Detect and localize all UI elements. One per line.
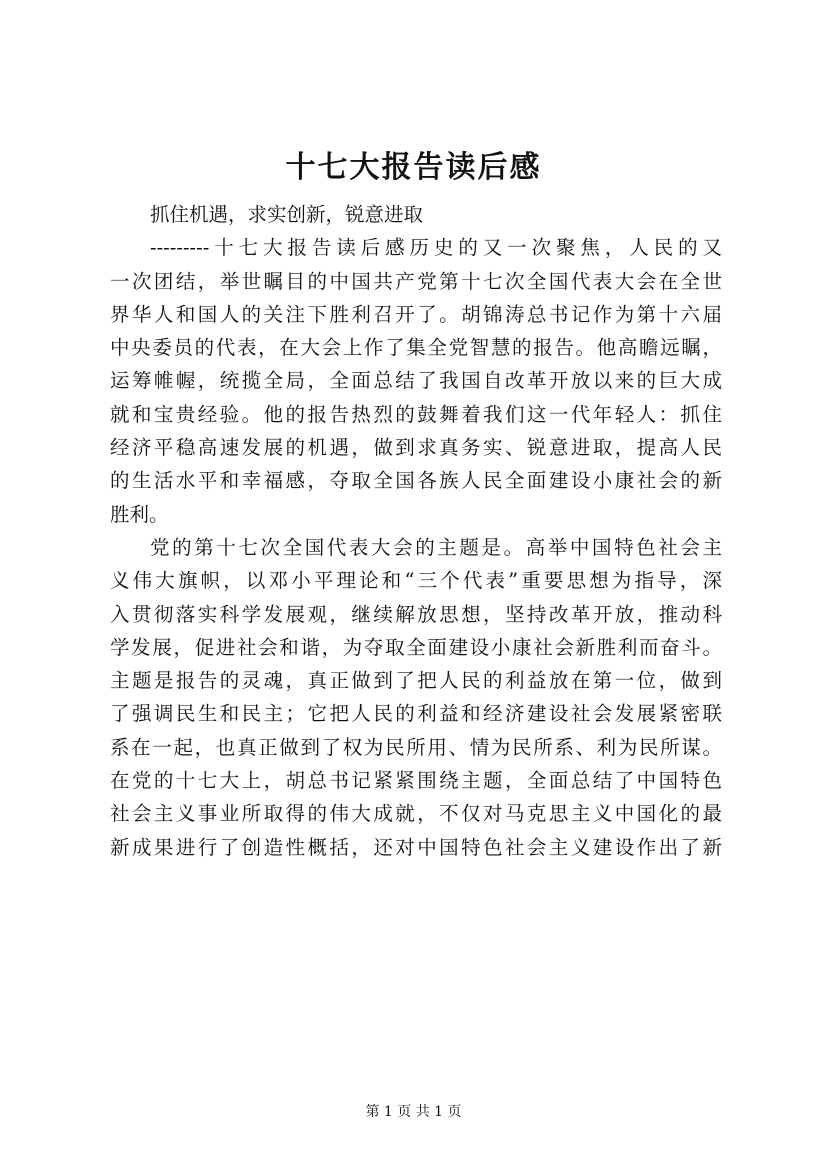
text-line: 入贯彻落实科学发展观，继续解放思想，坚持改革开放，推动科 [110,602,722,626]
document-body [110,198,722,864]
text-line: 新成果进行了创造性概括，还对中国特色社会主义建设作出了新 [110,835,722,859]
text-line: 社会主义事业所取得的伟大成就，不仅对马克思主义中国化的最 [110,802,722,826]
text-line: 党的第十七次全国代表大会的主题是。高举中国特色社会主 [150,535,722,559]
text-line: 一次团结，举世瞩目的中国共产党第十七次全国代表大会在全世 [110,269,722,293]
text-line: 运筹帷幄，统揽全局，全面总结了我国自改革开放以来的巨大成 [110,369,722,393]
text-line: 就和宝贵经验。他的报告热烈的鼓舞着我们这一代年轻人：抓住 [110,402,722,426]
text-line: ---------十七大报告读后感历史的又一次聚焦，人民的又 [150,236,722,260]
document-title: 十七大报告读后感 [285,150,542,185]
text-line: 界华人和国人的关注下胜利召开了。胡锦涛总书记作为第十六届 [110,302,722,326]
text-line: 学发展，促进社会和谐，为夺取全面建设小康社会新胜利而奋斗。 [110,635,722,659]
text-line: 在党的十七大上，胡总书记紧紧围绕主题，全面总结了中国特色 [110,769,722,793]
text-line: 经济平稳高速发展的机遇，做到求真务实、锐意进取，提高人民 [110,436,722,460]
text-line: 中央委员的代表，在大会上作了集全党智慧的报告。他高瞻远瞩， [110,336,722,360]
page-footer: 第 1 页 共 1 页 [365,1104,462,1120]
text-line: 系在一起，也真正做到了权为民所用、情为民所系、利为民所谋。 [110,735,722,759]
text-line: 义伟大旗帜，以邓小平理论和“三个代表”重要思想为指导，深 [110,569,722,593]
subtitle-line: 抓住机遇，求实创新，锐意进取 [150,203,424,226]
text-line: 的生活水平和幸福感，夺取全国各族人民全面建设小康社会的新 [110,469,722,493]
text-line: 胜利。 [110,502,169,526]
text-line: 主题是报告的灵魂，真正做到了把人民的利益放在第一位，做到 [110,669,722,693]
text-line: 了强调民生和民主；它把人民的利益和经济建设社会发展紧密联 [110,702,722,726]
